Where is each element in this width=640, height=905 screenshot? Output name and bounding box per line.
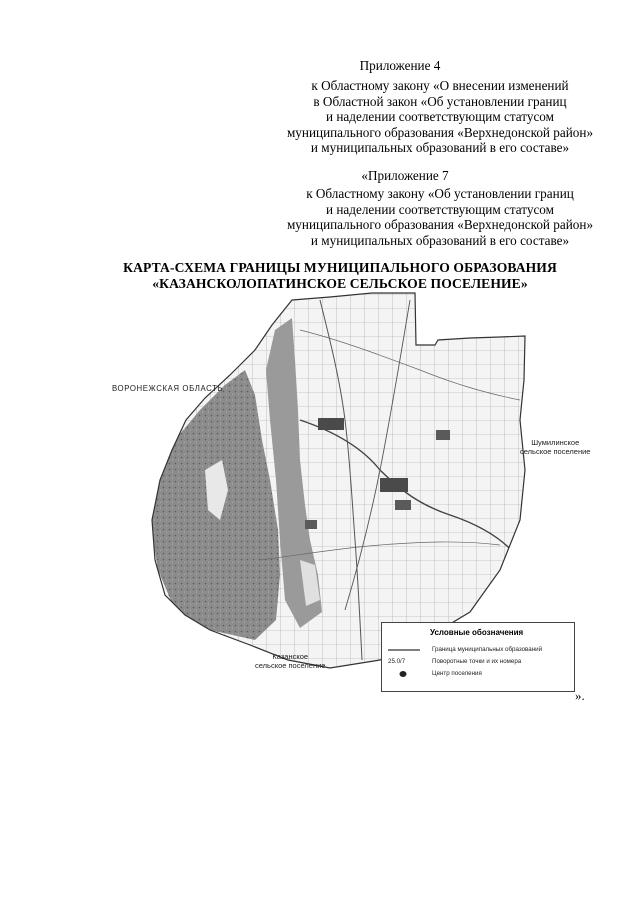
appendix7-line: к Областному закону «Об установлении границ <box>306 186 574 201</box>
appendix7-title-text: «Приложение 7 <box>361 168 449 183</box>
map-label-line: сельское поселение <box>520 447 591 456</box>
map-title-line1: КАРТА-СХЕМА ГРАНИЦЫ МУНИЦИПАЛЬНОГО ОБРАЗОВАНИЯ <box>123 260 557 275</box>
settlement-center-dot-icon <box>386 669 420 679</box>
legend-item-center <box>386 669 572 679</box>
legend-item-points <box>386 657 572 667</box>
map-label-line: Шумилинское <box>531 438 580 447</box>
map-label-voronezh-region: ВОРОНЕЖСКАЯ ОБЛАСТЬ <box>112 384 224 393</box>
point-number-sample: 25.0/7 <box>388 658 406 665</box>
map-legend <box>381 622 575 692</box>
appendix4-line: муниципального образования «Верхнедонской район» <box>286 124 594 140</box>
appendix4-title-text: Приложение 4 <box>359 58 441 73</box>
appendix4-line: и наделении соответствующим статусом <box>326 109 554 124</box>
appendix4-line: к Областному закону «О внесении изменений <box>311 78 569 93</box>
appendix7-line: и муниципальных образований в его составе» <box>310 232 570 248</box>
map-title-line2: «КАЗАНСКОЛОПАТИНСКОЕ СЕЛЬСКОЕ ПОСЕЛЕНИЕ» <box>152 276 528 291</box>
legend-item-text: Поворотные точки и их номера <box>432 658 522 665</box>
legend-title: Условные обозначения <box>430 628 524 637</box>
legend-item-boundary <box>386 645 572 655</box>
boundary-line-icon <box>386 645 420 655</box>
map-label-shumilinskoe <box>520 438 590 456</box>
appendix4-line: и муниципальных образований в его составе» <box>310 140 570 155</box>
closing-quote: ». <box>575 688 585 703</box>
legend-item-text: Центр поселения <box>432 670 482 677</box>
map-label-kazanskoe <box>255 652 325 670</box>
map-label-line: Казанское <box>272 652 309 661</box>
appendix7-line: и наделении соответствующим статусом <box>326 201 554 217</box>
legend-item-text: Граница муниципальных образований <box>432 646 543 653</box>
map-label-line: сельское поселение <box>255 661 326 670</box>
appendix7-line: муниципального образования «Верхнедонской район» <box>286 217 594 232</box>
appendix4-line: в Областной закон «Об установлении границ <box>313 93 567 109</box>
